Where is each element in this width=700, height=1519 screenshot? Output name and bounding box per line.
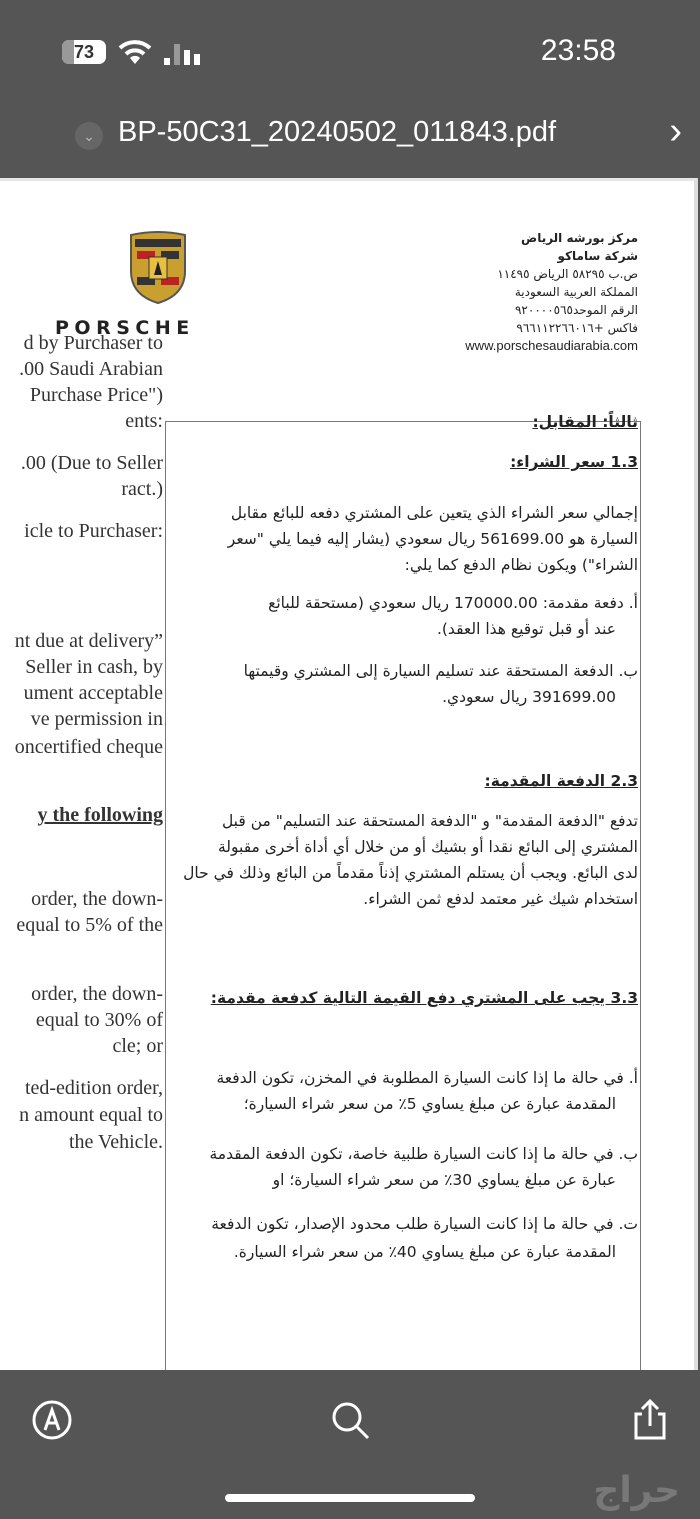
- english-text-line: cle; or: [112, 1035, 163, 1057]
- table-right-border: [640, 421, 641, 1373]
- arabic-text-line: عبارة عن مبلغ يساوي 30٪ من سعر شراء السيارة؛ او: [272, 1171, 616, 1189]
- address-line: مركز بورشه الرياض: [521, 231, 638, 245]
- arabic-text-line: ب. في حالة ما إذا كانت السيارة طلبية خاصة، تكون الدفعة المقدمة: [209, 1145, 638, 1163]
- arabic-text-line: الشراء") ويكون نظام الدفع كما يلي:: [404, 556, 638, 574]
- arabic-text-line: 391699.00 ريال سعودي.: [442, 688, 616, 706]
- arabic-text-line: ت. في حالة ما إذا كانت السيارة طلب محدود الإصدار، تكون الدفعة: [211, 1215, 638, 1233]
- english-text-line: Seller in cash, by: [25, 656, 163, 678]
- english-text-line: .00 (Due to Seller: [20, 452, 163, 474]
- english-text-line: ted-edition order,: [24, 1077, 163, 1099]
- address-line: الرقم الموحد٩٢٠٠٠٠٥٦٥: [514, 303, 638, 317]
- battery-icon: [62, 40, 106, 64]
- markup-icon[interactable]: [30, 1398, 74, 1442]
- english-text-line: ract.): [121, 478, 163, 500]
- section-heading: 1.3 سعر الشراء:: [510, 453, 638, 471]
- address-line: ص.ب ٥٨٢٩٥ الرياض ١١٤٩٥: [497, 267, 638, 281]
- english-text-line: oncertified cheque: [14, 736, 163, 758]
- english-text-line: the Vehicle.: [68, 1131, 163, 1153]
- porsche-crest-icon: [127, 229, 189, 305]
- arabic-text-line: السيارة هو 561699.00 ريال سعودي (يشار إليه فيما يلي "سعر: [227, 530, 638, 548]
- bottom-toolbar: [0, 1370, 700, 1519]
- porsche-wordmark: PORSCHE: [55, 317, 195, 339]
- arabic-text-line: إجمالي سعر الشراء الذي يتعين على المشتري دفعه للبائع مقابل: [230, 504, 638, 522]
- column-divider: [165, 421, 166, 1373]
- english-text-line: equal to 30% of: [35, 1009, 163, 1031]
- english-text-line: y the following: [37, 804, 163, 826]
- signal-icon: [162, 40, 202, 66]
- document-filename[interactable]: BP-50C31_20240502_011843.pdf: [118, 116, 557, 148]
- pdf-page[interactable]: [0, 178, 698, 1373]
- arabic-text-line: ب. الدفعة المستحقة عند تسليم السيارة إلى المشتري وقيمتها: [243, 662, 638, 680]
- english-text-line: ve permission in: [30, 708, 163, 730]
- english-text-line: n amount equal to: [19, 1104, 163, 1126]
- address-line: المملكة العربية السعودية: [514, 285, 638, 299]
- address-line: فاكس +٩٦٦١١٢٢٦٦٠١٦: [516, 321, 638, 335]
- arabic-text-line: المقدمة عبارة عن مبلغ يساوي 40٪ من سعر شراء السيارة.: [233, 1243, 616, 1261]
- arabic-text-line: أ. في حالة ما إذا كانت السيارة المطلوبة في المخزن، تكون الدفعة: [216, 1069, 638, 1087]
- share-icon[interactable]: [628, 1398, 672, 1442]
- arabic-text-line: لدى البائع. ويجب أن يستلم المشتري إذناً مقدماً من البائع وذلك في حال: [183, 864, 638, 882]
- chevron-down-icon[interactable]: ⌄: [75, 122, 103, 150]
- english-text-line: .00 Saudi Arabian: [19, 358, 163, 380]
- status-bar: [0, 0, 700, 100]
- dealer-address: [465, 229, 638, 355]
- arabic-text-line: أ. دفعة مقدمة: 170000.00 ريال سعودي (مستحقة للبائع: [268, 594, 638, 612]
- english-text-line: d by Purchaser to: [23, 332, 163, 354]
- website-link[interactable]: www.porschesaudiarabia.com: [465, 338, 638, 353]
- english-text-line: nt due at delivery”: [14, 630, 163, 652]
- section-heading: 3.3 يجب على المشتري دفع القيمة التالية كدفعة مقدمة:: [210, 989, 638, 1007]
- haraj-watermark: حراج: [593, 1470, 680, 1511]
- clock: 23:58: [540, 34, 616, 67]
- english-text-line: ument acceptable: [23, 682, 163, 704]
- search-icon[interactable]: [328, 1398, 372, 1442]
- arabic-text-line: استخدام شيك غير معتمد لدفع ثمن الشراء.: [363, 890, 638, 908]
- english-text-line: equal to 5% of the: [16, 914, 163, 936]
- address-line: شركة ساماكو: [557, 249, 638, 263]
- wifi-icon: [118, 38, 152, 66]
- arabic-text-line: تدفع "الدفعة المقدمة" و "الدفعة المستحقة عند التسليم" من قبل: [221, 812, 638, 830]
- english-text-line: icle to Purchaser:: [24, 520, 163, 542]
- english-text-line: order, the down-: [31, 983, 163, 1005]
- battery-level: 73: [73, 42, 95, 62]
- section-heading: 2.3 الدفعة المقدمة:: [484, 772, 638, 790]
- section-heading: ثالثاً: المقابل:: [532, 413, 638, 431]
- chevron-right-icon[interactable]: ›: [669, 110, 682, 152]
- arabic-text-line: عند أو قبل توقيع هذا العقد).: [436, 620, 616, 638]
- arabic-text-line: المشتري إلى البائع نقدا أو بشيك أو من خلال أي أداة أخرى مقبولة: [217, 838, 638, 856]
- english-text-line: order, the down-: [31, 888, 163, 910]
- english-text-line: ents:: [125, 410, 163, 432]
- home-indicator[interactable]: [225, 1494, 475, 1502]
- arabic-text-line: المقدمة عبارة عن مبلغ يساوي 5٪ من سعر شراء السيارة؛: [243, 1095, 616, 1113]
- english-text-line: Purchase Price"): [29, 384, 163, 406]
